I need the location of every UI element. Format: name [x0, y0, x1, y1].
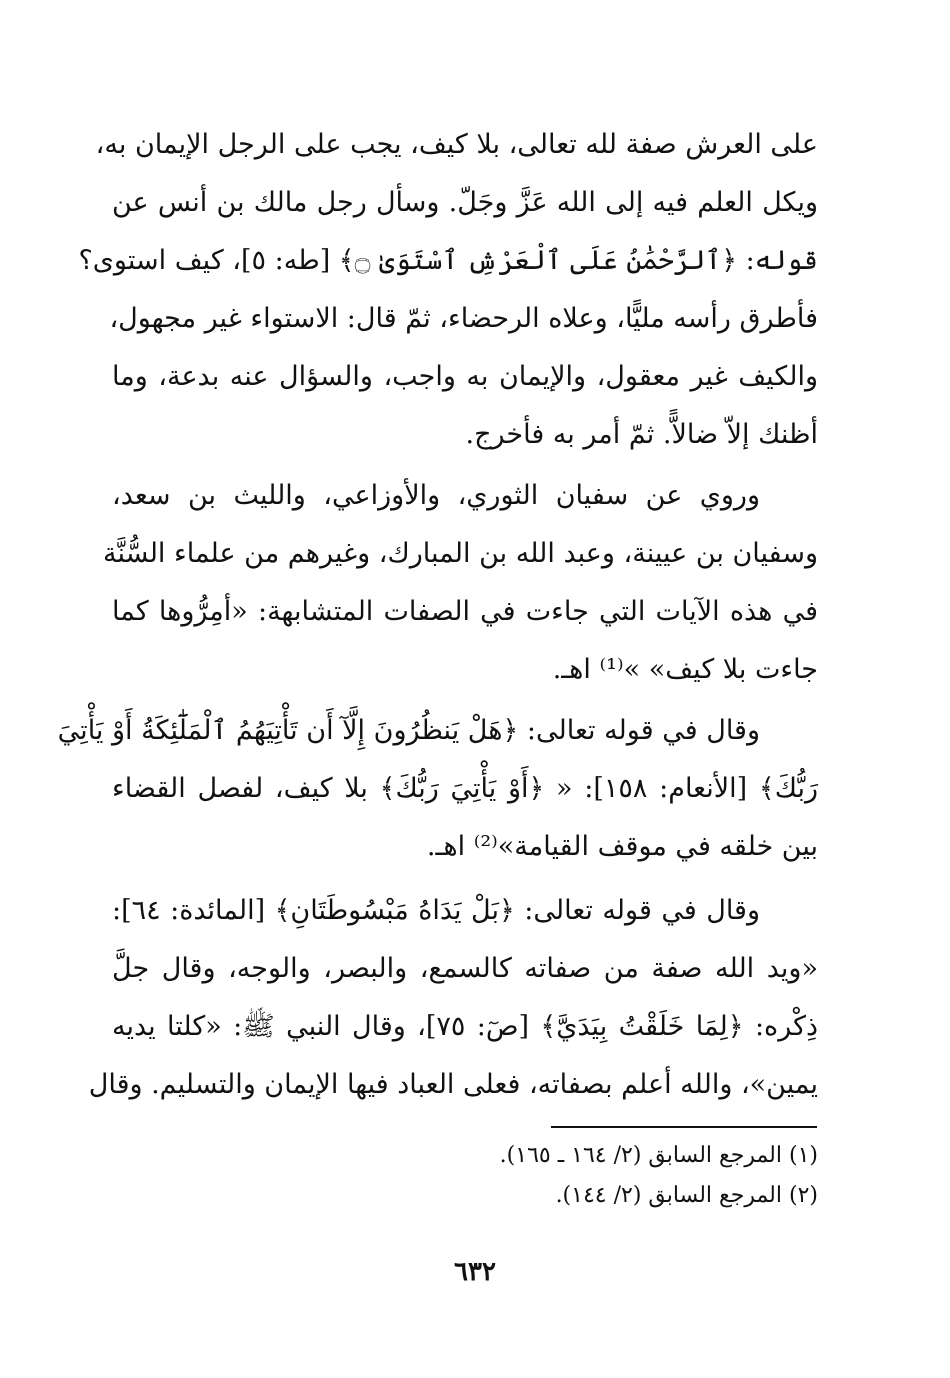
text-line: رَبُّكَ﴾ [الأنعام: ١٥٨]: « ﴿أَوْ يَأْتِيَ رَبُّكَ﴾ بلا كيف، لفصل القضاء	[112, 773, 818, 804]
text-line: على العرش صفة لله تعالى، بلا كيف، يجب على الرجل الإيمان به،	[95, 129, 818, 160]
footnote-1: (١) المرجع السابق (٢/ ١٦٤ ـ ١٦٥).	[499, 1143, 818, 1168]
footnotes	[400, 1136, 818, 1216]
paragraph-1	[78, 116, 818, 464]
page-number: ٦٣٢	[454, 1257, 496, 1287]
text-line: ذِكْره: ﴿لِمَا خَلَقْتُ بِيَدَيَّ﴾ [صٓ: ٧٥]، وقال النبي ﷺ: «كلتا يديه	[112, 1011, 818, 1042]
text-line: في هذه الآيات التي جاءت في الصفات المتشابهة: «أمِرُّوها كما	[112, 596, 818, 627]
footnote-divider	[551, 1126, 817, 1128]
paragraph-2	[103, 467, 818, 699]
text-line: فأطرق رأسه مليًّا، وعلاه الرحضاء، ثمّ قال: الاستواء غير مجهول،	[109, 303, 818, 334]
text-line: قوله: ﴿ٱلرَّحْمَٰنُ عَلَى ٱلْعَرْشِ ٱسْتَوَىٰ ۝﴾ [طه: ٥]، كيف استوى؟	[78, 245, 818, 276]
text-line: وقال في قوله تعالى: ﴿بَلْ يَدَاهُ مَبْسُوطَتَانِ﴾ [المائدة: ٦٤]:	[112, 895, 760, 926]
text-line: يمين»، والله أعلم بصفاته، فعلى العباد فيها الإيمان والتسليم. وقال	[88, 1069, 818, 1100]
paragraph-3	[57, 702, 818, 876]
text-line: وسفيان بن عيينة، وعبد الله بن المبارك، وغيرهم من علماء السُّنَّة	[103, 538, 818, 569]
text-line: بين خلقه في موقف القيامة»⁽²⁾ اهـ.	[426, 831, 818, 862]
text-line: وروي عن سفيان الثوري، والأوزاعي، والليث بن سعد،	[112, 480, 760, 511]
text-line: جاءت بلا كيف» »⁽¹⁾ اهـ.	[552, 654, 818, 685]
text-line: وقال في قوله تعالى: ﴿هَلْ يَنظُرُونَ إِلَّآ أَن تَأْتِيَهُمُ ٱلْمَلَٰٓئِكَةُ أَوْ يَأْتِيَ	[57, 715, 760, 746]
paragraph-4	[88, 882, 818, 1114]
text-line: والكيف غير معقول، والإيمان به واجب، والسؤال عنه بدعة، وما	[112, 361, 818, 392]
footnote-2: (٢) المرجع السابق (٢/ ١٤٤).	[555, 1183, 818, 1208]
text-line: «ويد الله صفة من صفاته كالسمع، والبصر، والوجه، وقال جلَّ	[112, 953, 818, 984]
text-line: ويكل العلم فيه إلى الله عَزَّ وجَلّ. وسأل رجل مالك بن أنس عن	[112, 187, 818, 218]
text-line: أظنك إلاّ ضالاًّ. ثمّ أمر به فأخرج.	[465, 419, 818, 450]
